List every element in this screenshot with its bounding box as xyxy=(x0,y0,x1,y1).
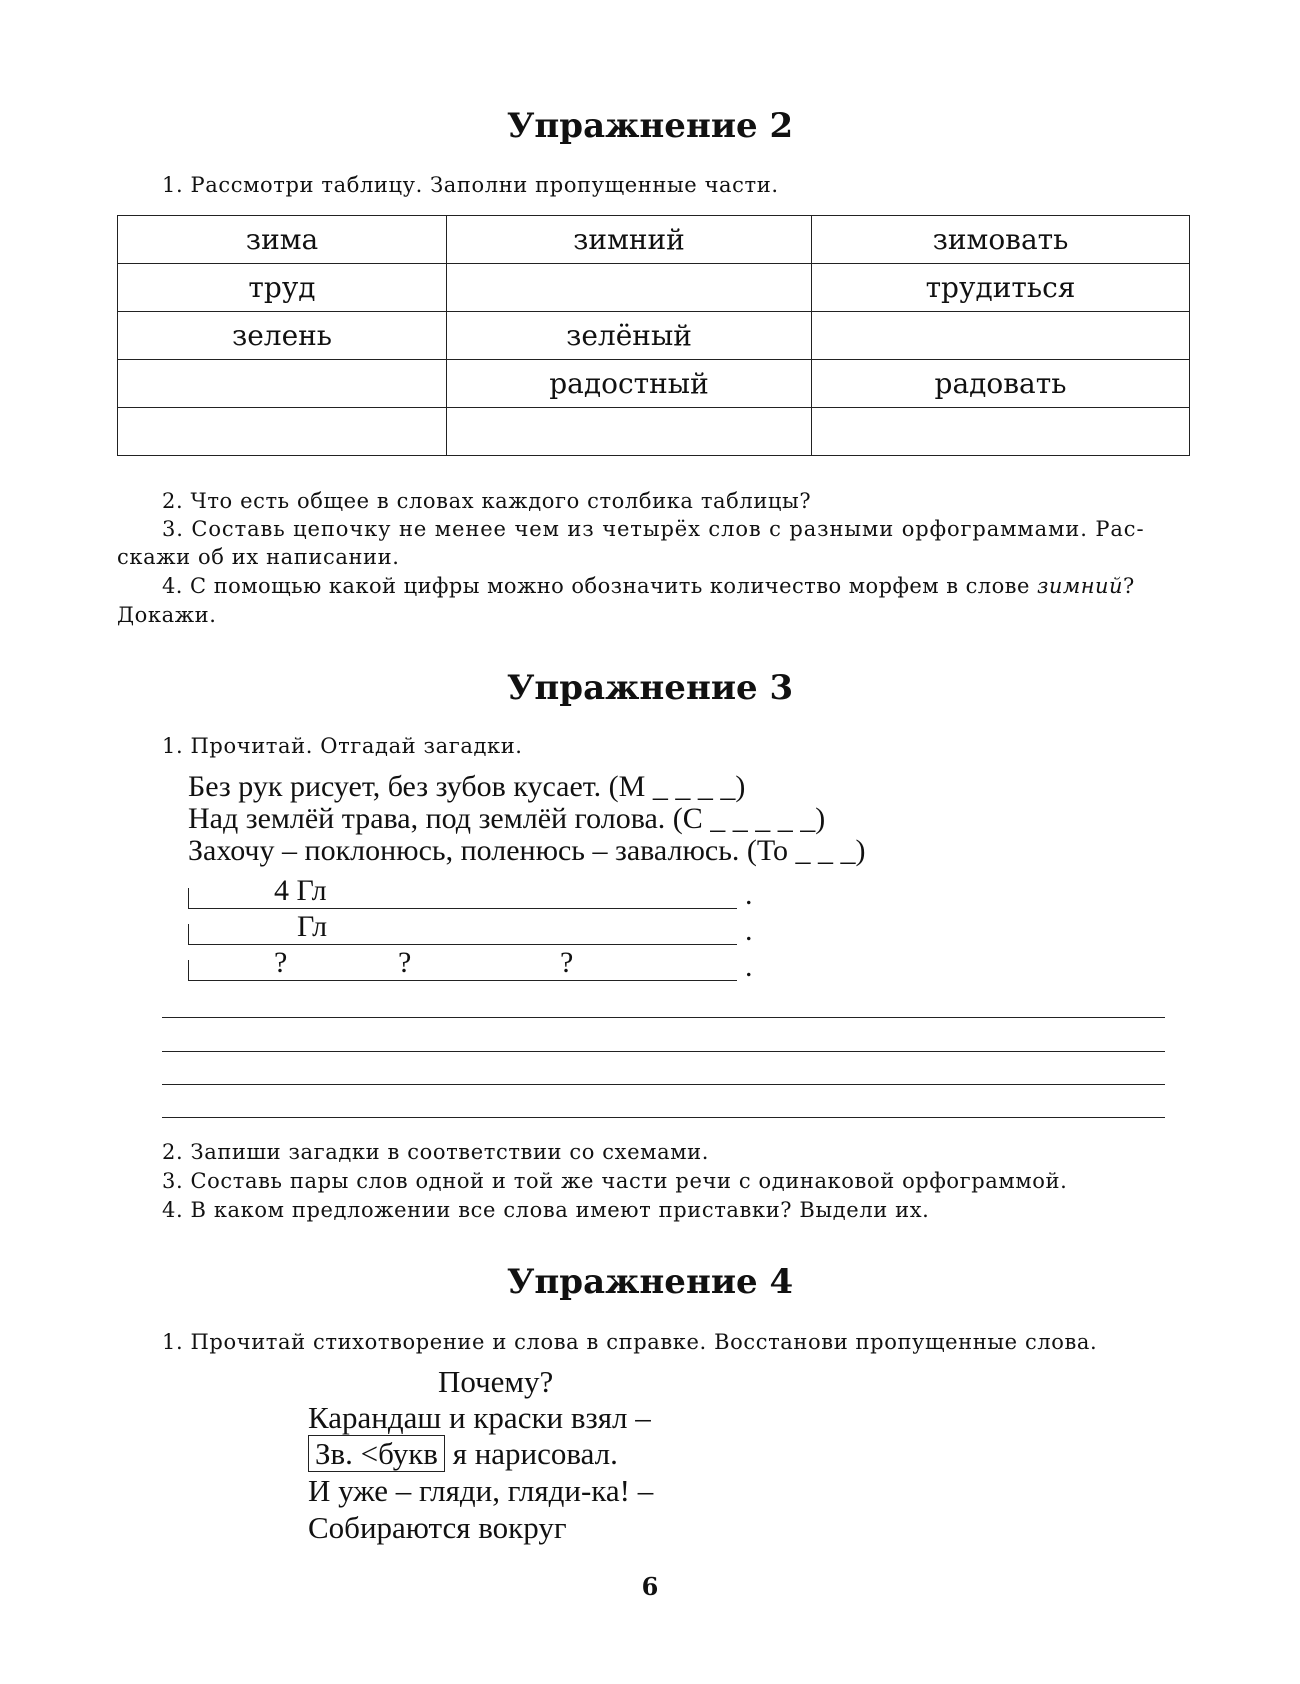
answer-line-4[interactable] xyxy=(162,1117,1165,1118)
ex2-task-3-cont: скажи об их написании. xyxy=(117,545,400,569)
exercise-2-title: Упражнение 2 xyxy=(506,106,794,146)
table-row xyxy=(118,264,1190,312)
ex2-task-2: 2. Что есть общее в словах каждого столбика таблицы? xyxy=(162,489,812,513)
table-cell: зимний xyxy=(447,216,812,264)
table-cell-blank[interactable] xyxy=(118,408,447,456)
poem-line-3: И уже – гляди, гляди-ка! – xyxy=(308,1473,654,1508)
table-cell: радовать xyxy=(812,360,1190,408)
ex3-task-2: 2. Запиши загадки в соответствии со схемами. xyxy=(162,1140,710,1164)
table-cell-blank[interactable] xyxy=(812,408,1190,456)
ex2-task-4-text: 4. С помощью какой цифры можно обозначить количество морфем в слове xyxy=(162,574,1037,598)
poem-line-1: Карандаш и краски взял – xyxy=(308,1400,651,1435)
page-number: 6 xyxy=(641,1572,659,1601)
table-cell: труд xyxy=(118,264,447,312)
answer-line-2[interactable] xyxy=(162,1051,1165,1052)
ex3-task-1: 1. Прочитай. Отгадай загадки. xyxy=(162,734,523,758)
ex3-task-3: 3. Составь пары слов одной и той же части речи с одинаковой орфограммой. xyxy=(162,1169,1068,1193)
ex3-task-4: 4. В каком предложении все слова имеют приставки? Выдели их. xyxy=(162,1198,930,1222)
table-cell-blank[interactable] xyxy=(812,312,1190,360)
table-row xyxy=(118,408,1190,456)
sentence-schema-1 xyxy=(188,888,737,909)
ex2-task-4-word: зимний xyxy=(1036,574,1123,598)
poem-title: Почему? xyxy=(438,1364,554,1399)
poem-line-2-text: я нарисовал. xyxy=(444,1436,618,1471)
table-cell-blank[interactable] xyxy=(447,264,812,312)
word-table xyxy=(117,215,1190,456)
answer-line-3[interactable] xyxy=(162,1084,1165,1085)
ex2-task-1: 1. Рассмотри таблицу. Заполни пропущенные части. xyxy=(162,173,779,197)
schema-3-q1: ? xyxy=(274,946,288,979)
ex2-task-4 xyxy=(162,574,1135,598)
riddle-3: Захочу – поклонюсь, поленюсь – завалюсь. (То _ _ _) xyxy=(188,834,866,867)
poem-line-4: Собираются вокруг xyxy=(308,1510,567,1545)
schema-2-label: Гл xyxy=(297,910,328,943)
schema-3-q2: ? xyxy=(398,946,412,979)
schema-1-dot: . xyxy=(745,878,753,911)
riddle-2: Над землёй трава, под землёй голова. (С _ _ _ _ _) xyxy=(188,802,826,835)
ex2-task-4-cont: Докажи. xyxy=(117,603,217,627)
schema-2-dot: . xyxy=(745,914,753,947)
exercise-4-title: Упражнение 4 xyxy=(506,1262,794,1302)
ex2-task-4-end: ? xyxy=(1122,574,1135,598)
table-cell: зима xyxy=(118,216,447,264)
hint-box: Зв. <букв xyxy=(308,1435,445,1472)
table-cell: зелёный xyxy=(447,312,812,360)
sentence-schema-2 xyxy=(188,924,737,945)
schema-3-q3: ? xyxy=(560,946,574,979)
table-cell-blank[interactable] xyxy=(118,360,447,408)
table-cell: радостный xyxy=(447,360,812,408)
sentence-schema-3 xyxy=(188,960,737,981)
table-row xyxy=(118,312,1190,360)
poem-line-2 xyxy=(308,1436,618,1472)
answer-line-1[interactable] xyxy=(162,1017,1165,1018)
table-cell-blank[interactable] xyxy=(447,408,812,456)
exercise-3-title: Упражнение 3 xyxy=(506,668,794,708)
table-cell: зимовать xyxy=(812,216,1190,264)
table-cell: зелень xyxy=(118,312,447,360)
ex4-task-1: 1. Прочитай стихотворение и слова в справке. Восстанови пропущенные слова. xyxy=(162,1330,1098,1354)
table-cell: трудиться xyxy=(812,264,1190,312)
schema-1-label: 4 Гл xyxy=(274,874,327,907)
schema-3-dot: . xyxy=(745,950,753,983)
table-row xyxy=(118,216,1190,264)
table-row xyxy=(118,360,1190,408)
riddle-1: Без рук рисует, без зубов кусает. (М _ _ _ _) xyxy=(188,770,746,803)
ex2-task-3: 3. Составь цепочку не менее чем из четырёх слов с разными орфограммами. Рас- xyxy=(162,517,1145,541)
